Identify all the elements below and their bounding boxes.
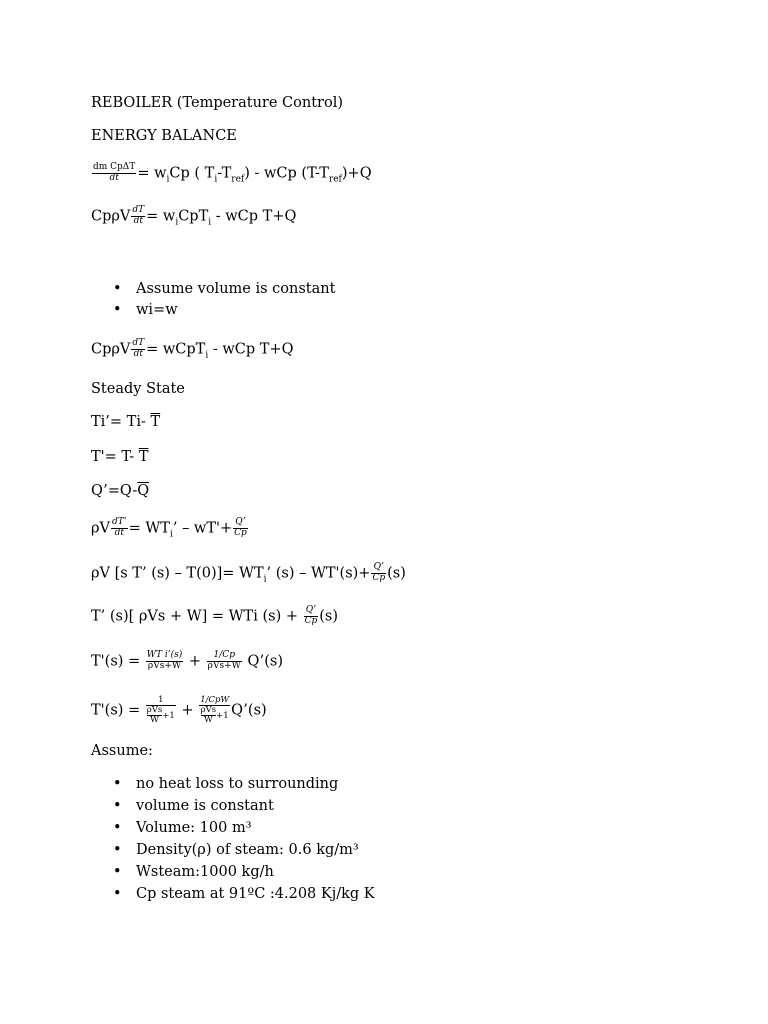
steady-state-heading: Steady State	[91, 381, 185, 397]
equation-5: ρV [s T’ $(s) - T(0)]= WT_i$’ (s) – WT'(s)+ $\frac{Q’}{Cp}$ (s)	[91, 562, 406, 585]
equation-7: T'(s) = $\frac{\text{WT i’(s)}}{\text{ρVs+W}}$ + $\frac{1/Cp}{\text{ρVs+W}}$ Q’(s)	[91, 650, 283, 671]
fraction: 1/CpW ρVs W +1	[200, 695, 230, 726]
equation-energy-balance: $\frac{\text{dm CpΔT}}{dt}$ = $w_iCp$ ( $T_i-T_{ref}$) - wCp $(T-T_{ref})+Q$	[93, 162, 372, 185]
assume-heading: Assume:	[91, 743, 153, 759]
fraction: $\frac{dT’}{dt}$	[112, 517, 127, 538]
fraction: $\frac{Q’}{Cp}$	[372, 562, 386, 583]
fraction: $\frac{Q’}{Cp}$	[234, 517, 247, 538]
fraction: 1 ρVs W +1	[146, 695, 175, 726]
fraction: $\frac{dT}{dt}$	[132, 205, 145, 226]
deviation-t: T'= T- $\overline{T}$	[91, 449, 149, 465]
deviation-q: $Q’=Q-\overline{Q}$	[91, 483, 150, 499]
equation-4: ρV $\frac{dT’}{dt}$ = $WT_i$’ – wT'+ $\frac{Q’}{Cp}$	[91, 517, 247, 540]
deviation-ti: Ti’= Ti- $\overline{T}$	[91, 414, 161, 430]
equation-2: CpρV $\frac{dT}{dt}$ = $w_iCpT_i$ - wCp T+Q	[91, 205, 297, 228]
page-title: REBOILER (Temperature Control)	[91, 95, 343, 111]
section-heading: ENERGY BALANCE	[91, 128, 237, 144]
fraction: $\frac{dT}{dt}$	[132, 338, 145, 359]
fraction: $\frac{\text{WT i’(s)}}{\text{ρVs+W}}$	[146, 650, 183, 671]
fraction: $\frac{1/Cp}{\text{ρVs+W}}$	[207, 650, 241, 671]
fraction: $\frac{Q’}{Cp}$	[304, 605, 318, 626]
equation-8: T'(s) = 1 ρVs W +1 + 1/CpW ρVs W +1 Q’(s)	[91, 695, 267, 726]
fraction: $\frac{\text{dm CpΔT}}{dt}$	[93, 162, 136, 183]
equation-6: T’ (s)[ ρVs + W] = WTi (s) + $\frac{Q’}{Cp}$ (s)	[91, 605, 339, 626]
equation-3: CpρV $\frac{dT}{dt}$ = wCpT$_i$ - wCp T+Q	[91, 338, 294, 361]
